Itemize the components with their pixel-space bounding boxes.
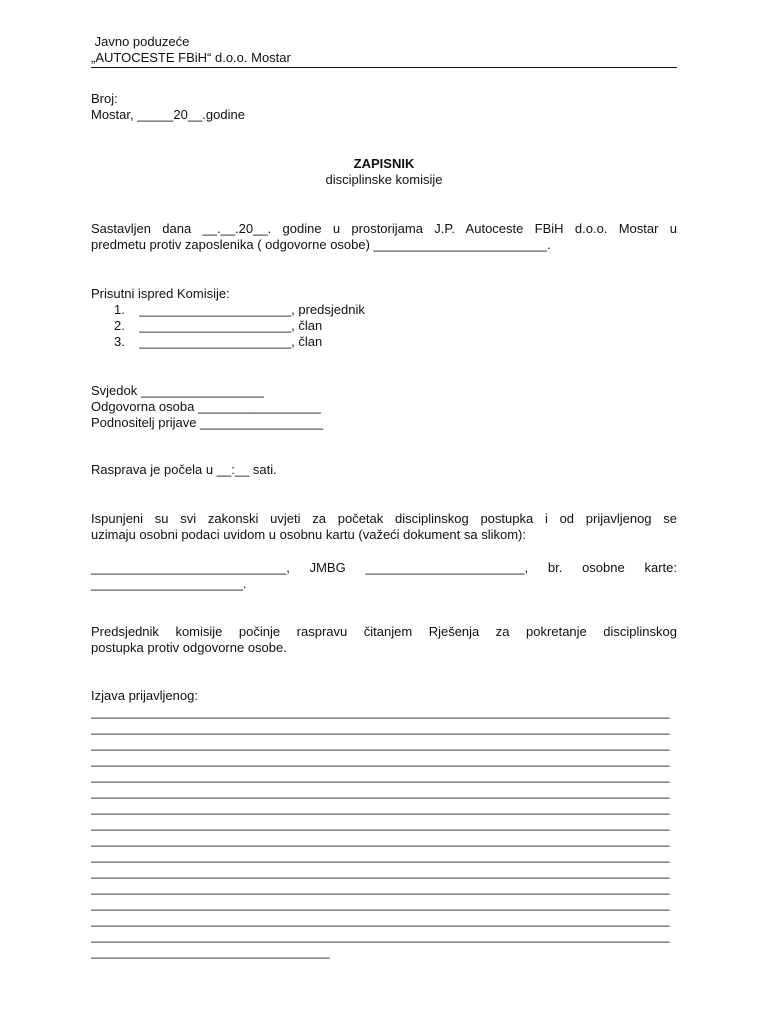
org-name-line2: „AUTOCESTE FBiH“ d.o.o. Mostar [91, 50, 291, 65]
statement-line-last: _________________________________ [91, 944, 330, 959]
member-text: _____________________, predsjednik [139, 302, 365, 317]
statement-line: ________________________________________________________________________________ [91, 912, 670, 927]
statement-line: ________________________________________________________________________________ [91, 768, 670, 783]
document-title: ZAPISNIK [353, 156, 415, 171]
statement-line: ________________________________________________________________________________ [91, 704, 670, 719]
commission-member-1 [114, 302, 365, 318]
place-date-line: Mostar, _____20__.godine [91, 107, 245, 122]
statement-line: ________________________________________________________________________________ [91, 736, 670, 751]
member-text: _____________________, član [139, 318, 323, 333]
chairman-line-1: Predsjednik komisije počinje raspravu čitanjem Rješenja za pokretanje disciplinskog [91, 624, 677, 639]
statement-line: ________________________________________________________________________________ [91, 832, 670, 847]
statement-line: ________________________________________________________________________________ [91, 800, 670, 815]
statement-line: ________________________________________________________________________________ [91, 880, 670, 895]
document-subtitle: disciplinske komisije [325, 172, 443, 187]
statement-line: ________________________________________________________________________________ [91, 896, 670, 911]
broj-label: Broj: [91, 91, 118, 106]
personal-data-line-2: _____________________. [91, 576, 247, 591]
statement-line: ________________________________________________________________________________ [91, 752, 670, 767]
statement-heading: Izjava prijavljenog: [91, 688, 198, 703]
commission-heading: Prisutni ispred Komisije: [91, 286, 230, 301]
conditions-line-2: uzimaju osobni podaci uvidom u osobnu kartu (važeći dokument sa slikom): [91, 527, 526, 542]
personal-data-line-1: ___________________________, JMBG ______________________, br. osobne karte: [91, 560, 677, 575]
intro-line-2: predmetu protiv zaposlenika ( odgovorne osobe) ________________________. [91, 237, 551, 252]
org-name-line1: Javno poduzeće [91, 34, 190, 49]
statement-line: ________________________________________________________________________________ [91, 784, 670, 799]
member-number: 2. [114, 318, 125, 333]
chairman-line-2: postupka protiv odgovorne osobe. [91, 640, 287, 655]
statement-lines [91, 704, 677, 960]
header-divider [91, 67, 677, 68]
statement-line: ________________________________________________________________________________ [91, 864, 670, 879]
statement-line: ________________________________________________________________________________ [91, 928, 670, 943]
witness-line: Svjedok _________________ [91, 383, 264, 398]
commission-member-3 [114, 334, 322, 350]
member-number: 1. [114, 302, 125, 317]
member-text: _____________________, član [139, 334, 323, 349]
responsible-person-line: Odgovorna osoba _________________ [91, 399, 321, 414]
commission-member-2 [114, 318, 322, 334]
hearing-start-line: Rasprava je počela u __:__ sati. [91, 462, 277, 477]
statement-line: ________________________________________________________________________________ [91, 720, 670, 735]
member-number: 3. [114, 334, 125, 349]
conditions-line-1: Ispunjeni su svi zakonski uvjeti za početak disciplinskog postupka i od prijavljenog se [91, 511, 677, 526]
intro-line-1: Sastavljen dana __.__.20__. godine u prostorijama J.P. Autoceste FBiH d.o.o. Mostar u [91, 221, 677, 236]
statement-line: ________________________________________________________________________________ [91, 816, 670, 831]
statement-line: ________________________________________________________________________________ [91, 848, 670, 863]
complainant-line: Podnositelj prijave _________________ [91, 415, 324, 430]
